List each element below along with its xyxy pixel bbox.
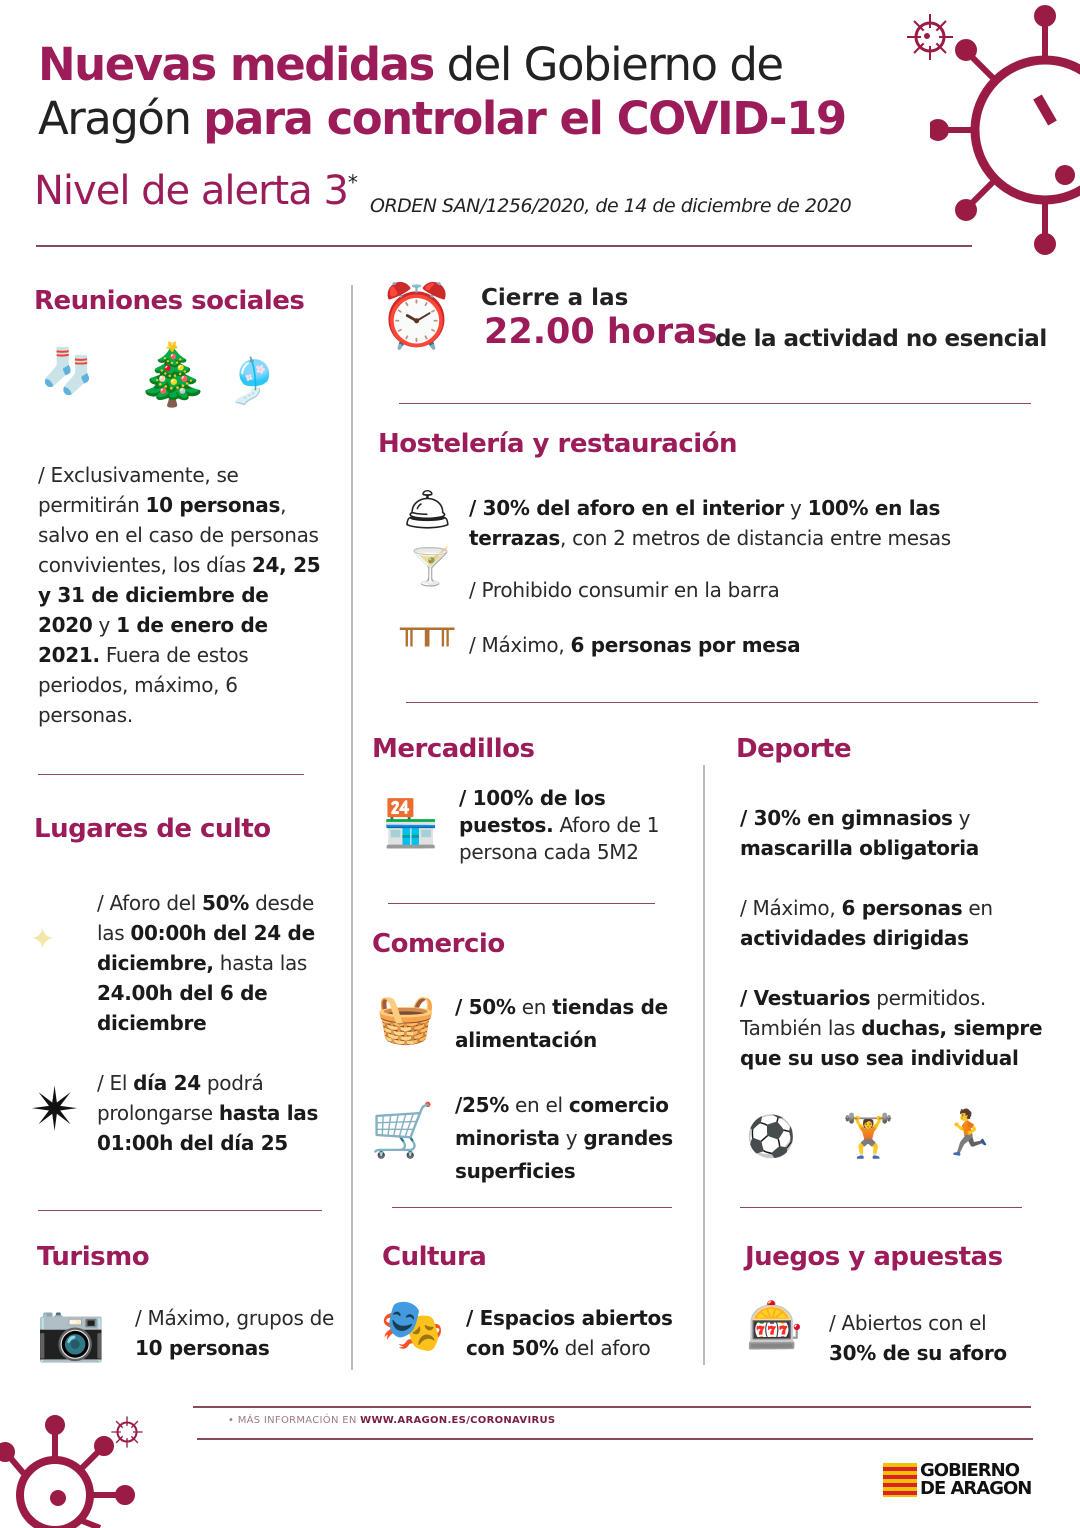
text-segment: Aforo de 1 persona cada 5M2: [459, 813, 660, 864]
page-title: [38, 38, 846, 146]
text-segment: tiendas de alimentación: [455, 995, 668, 1052]
divider: [392, 1207, 672, 1208]
alert-level: [34, 168, 357, 214]
deporte-item-3: [740, 983, 1070, 1073]
divider: [38, 774, 304, 775]
alert-level-text: Nivel de alerta 3: [34, 168, 348, 214]
divider: [399, 403, 1031, 404]
gobierno-aragon-logo: [883, 1462, 1031, 1498]
table-chairs-icon: ╥┰╥: [400, 612, 455, 647]
grocery-basket-icon: 🧺: [376, 991, 436, 1047]
title-line-1: [38, 38, 846, 92]
camera-icon: 📷: [36, 1300, 106, 1365]
cultura-text: [466, 1303, 696, 1363]
text-segment: /25%: [455, 1093, 509, 1117]
text-segment: / Prohibido consumir en la barra: [469, 578, 780, 602]
text-segment: / Máximo, grupos de: [135, 1306, 335, 1330]
text-segment: , salvo en el caso de personas convivientes, los días: [38, 493, 319, 577]
text-segment: desde las: [97, 891, 315, 945]
text-segment: del Gobierno de: [433, 38, 783, 91]
text-segment: / Vestuarios: [740, 986, 871, 1010]
mercadillos-text: [459, 785, 684, 866]
theater-masks-icon: 🎭: [380, 1296, 445, 1356]
text-segment: 10 personas: [135, 1336, 270, 1360]
text-segment: Fuera de estos periodos, máximo, 6 personas.: [38, 643, 249, 727]
hosteleria-item-1: [469, 493, 1039, 553]
text-segment: Nuevas medidas: [38, 38, 434, 91]
section-title-reuniones: Reuniones sociales: [34, 286, 305, 316]
closing-suffix: de la actividad no esencial: [715, 326, 1047, 352]
divider: [388, 903, 655, 904]
more-info: • MÁS INFORMACIÓN EN WWW.ARAGON.ES/CORONAVIRUS: [228, 1415, 556, 1426]
text-segment: / El: [97, 1071, 134, 1095]
text-segment: / Exclusivamente, se permitirán: [38, 463, 239, 517]
deporte-item-2: [740, 893, 1060, 953]
section-title-deporte: Deporte: [736, 734, 852, 764]
section-title-cultura: Cultura: [382, 1242, 487, 1272]
text-segment: Aragón: [38, 92, 204, 145]
soccer-ball-icon: ⚽: [746, 1114, 796, 1160]
text-segment: 1 de enero de 2021.: [38, 613, 268, 667]
more-info-prefix: MÁS INFORMACIÓN EN: [237, 1415, 361, 1426]
closing-line1: Cierre a las: [481, 285, 629, 311]
section-title-comercio: Comercio: [372, 929, 505, 959]
logo-line-2: DE ARAGON: [920, 1478, 1032, 1499]
market-stall-icon: 🏪: [382, 796, 440, 850]
text-segment: / Abiertos con el: [829, 1311, 987, 1335]
text-segment: para controlar el COVID-19: [203, 92, 846, 145]
text-segment: en: [962, 896, 993, 920]
section-title-culto: Lugares de culto: [34, 814, 271, 844]
text-segment: / Aforo del: [97, 891, 203, 915]
hosteleria-item-2: [469, 575, 1029, 605]
small-virus-icon-bottom: [110, 1415, 144, 1449]
culto-item-1: [97, 888, 347, 1038]
footer-divider-top: [193, 1406, 1031, 1408]
text-segment: / Máximo,: [469, 633, 571, 657]
section-title-turismo: Turismo: [37, 1242, 150, 1272]
header-divider: [36, 245, 972, 247]
text-segment: 100% en las terrazas: [469, 496, 941, 550]
comercio-item-2: [455, 1089, 695, 1188]
star-icon: ✴: [30, 1075, 81, 1145]
divider: [38, 1210, 322, 1211]
text-segment: 24.00h del 6 de diciembre: [97, 981, 268, 1035]
text-segment: y: [784, 496, 808, 520]
comercio-item-1: [455, 991, 690, 1057]
text-segment: / 100% de los puestos.: [459, 786, 606, 837]
aragon-flag-icon: [883, 1463, 917, 1497]
text-segment: grandes superficies: [455, 1126, 673, 1183]
text-segment: y: [952, 806, 971, 830]
poker-chips-icon: 🎰: [746, 1298, 804, 1352]
text-segment: en: [515, 995, 553, 1019]
title-line-2: [38, 92, 846, 146]
text-segment: hasta las: [213, 951, 308, 975]
ornaments-icon: 🎐: [225, 356, 280, 407]
text-segment: comercio minorista: [455, 1093, 669, 1150]
section-title-mercadillos: Mercadillos: [372, 734, 535, 764]
text-segment: actividades dirigidas: [740, 926, 969, 950]
more-info-link[interactable]: WWW.ARAGON.ES/CORONAVIRUS: [360, 1415, 556, 1426]
alarm-clock-icon: ⏰: [378, 279, 456, 352]
divider: [406, 702, 1038, 703]
order-reference: ORDEN SAN/1256/2020, de 14 de diciembre de 2020: [370, 195, 852, 217]
light-glow-icon: ✦: [30, 922, 56, 957]
text-segment: , con 2 metros de distancia entre mesas: [560, 526, 951, 550]
logo-line-1: GOBIERNO: [920, 1460, 1020, 1481]
divider: [740, 1207, 1022, 1208]
text-segment: día 24: [133, 1071, 201, 1095]
juegos-text: [829, 1308, 1029, 1368]
christmas-stocking-icon: 🧦: [40, 346, 95, 397]
christmas-tree-icon: 🎄: [135, 340, 210, 410]
text-segment: 6 personas: [841, 896, 963, 920]
culto-item-2: [97, 1068, 342, 1158]
runner-icon: 🏃: [940, 1108, 995, 1159]
cloche-icon: 🛎: [402, 487, 453, 533]
text-segment: / 30% en gimnasios: [740, 806, 953, 830]
text-segment: y: [559, 1126, 584, 1150]
deporte-item-1: [740, 803, 1060, 863]
text-segment: mascarilla obligatoria: [740, 836, 979, 860]
text-segment: en el: [508, 1093, 569, 1117]
column-divider: [351, 285, 353, 1370]
reuniones-text: [38, 460, 323, 730]
text-segment: hasta las 01:00h del día 25: [97, 1101, 319, 1155]
text-segment: permitidos. También las: [740, 986, 986, 1040]
section-title-hosteleria: Hostelería y restauración: [378, 429, 738, 459]
text-segment: podrá prolongarse: [97, 1071, 264, 1125]
text-segment: 50%: [202, 891, 250, 915]
text-segment: / 30% del aforo en el interior: [469, 496, 784, 520]
turismo-text: [135, 1303, 335, 1363]
text-segment: 6 personas por mesa: [570, 633, 801, 657]
shopping-cart-icon: 🛒: [370, 1101, 435, 1161]
footer-divider-bottom: [197, 1438, 1033, 1440]
text-segment: y: [92, 613, 117, 637]
section-title-juegos: Juegos y apuestas: [745, 1242, 1003, 1272]
alert-asterisk: *: [347, 170, 357, 195]
text-segment: duchas, siempre que su uso sea individual: [740, 1016, 1043, 1070]
text-segment: / Máximo,: [740, 896, 842, 920]
column-divider: [703, 765, 705, 1365]
closing-time: 22.00 horas: [484, 312, 718, 352]
small-virus-icon: [905, 12, 955, 62]
text-segment: / Espacios abiertos con 50%: [466, 1306, 673, 1360]
text-segment: / 50%: [455, 995, 516, 1019]
text-segment: 10 personas: [145, 493, 281, 517]
text-segment: 00:00h del 24 de diciembre,: [97, 921, 315, 975]
hosteleria-item-3: [469, 630, 1029, 660]
text-segment: 24, 25 y 31 de diciembre de 2020: [38, 553, 321, 637]
cocktail-icon: 🍸: [408, 547, 453, 588]
text-segment: 30% de su aforo: [829, 1341, 1007, 1365]
text-segment: del aforo: [558, 1336, 651, 1360]
weightlifter-icon: 🏋: [842, 1111, 895, 1160]
